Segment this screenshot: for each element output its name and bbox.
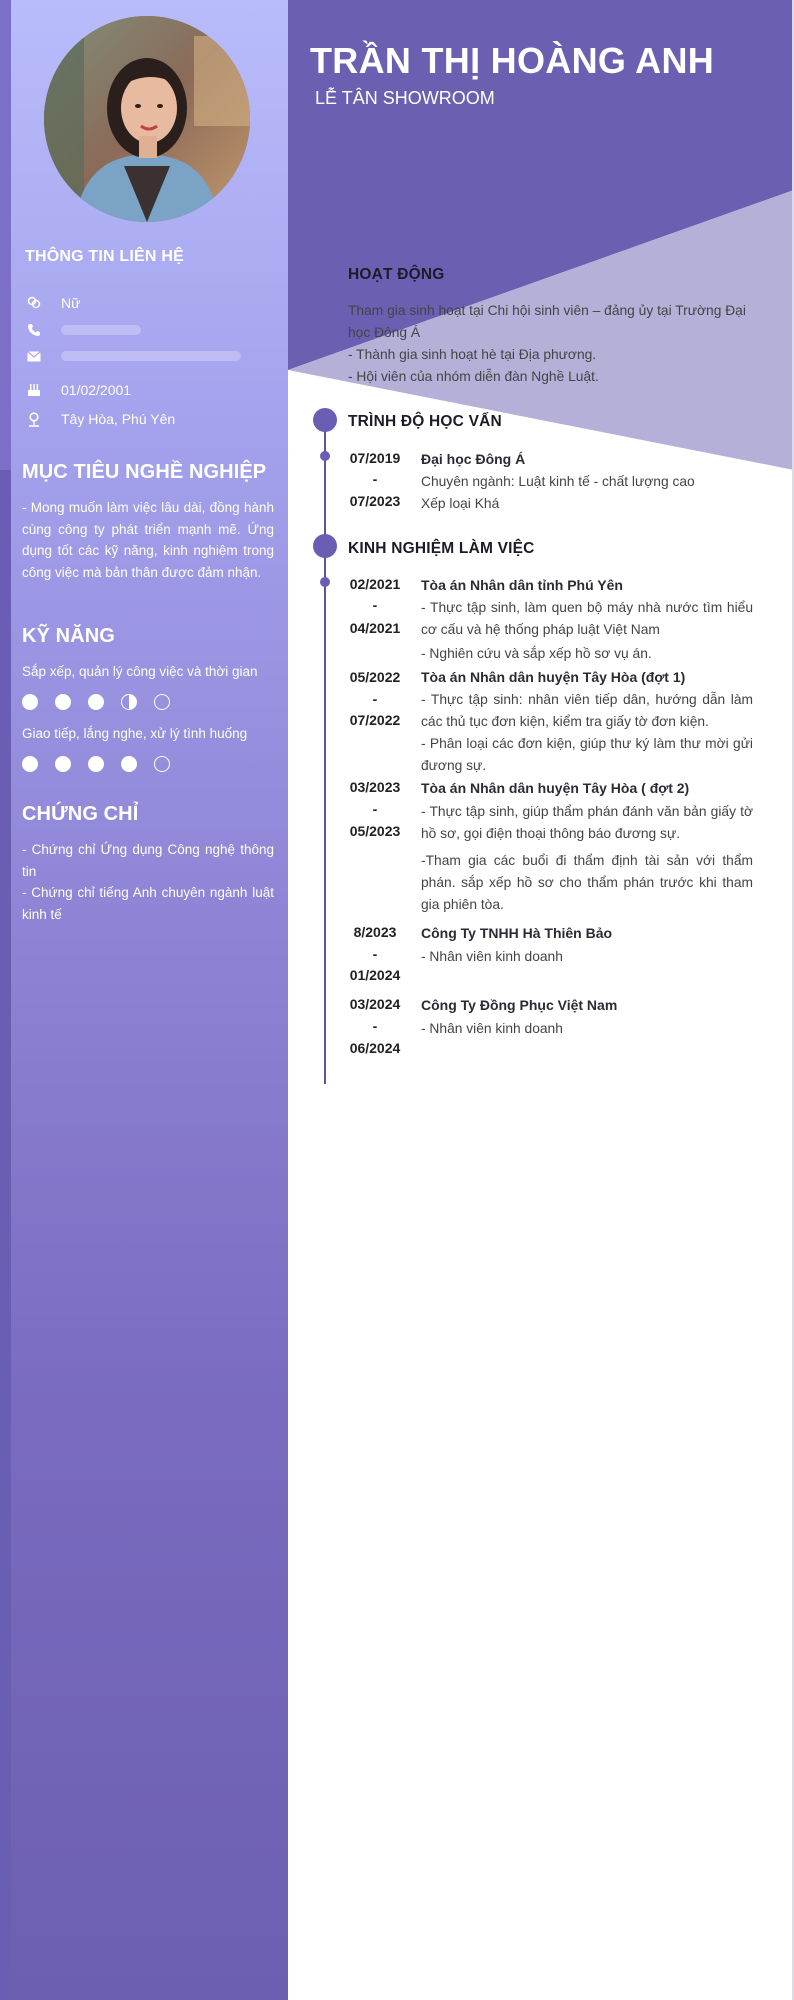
date-end: 06/2024 [349,1040,401,1056]
job-org: Tòa án Nhân dân huyện Tây Hòa ( đợt 2) [421,780,690,796]
avatar [44,16,250,222]
contact-email [25,346,241,366]
rating-dot-half [121,694,137,710]
job-detail: - Nghiên cứu và sắp xếp hồ sơ vụ án. [421,646,652,661]
rating-dot-empty [154,756,170,772]
date-separator: - [372,691,378,707]
sidebar [0,0,288,2000]
candidate-name: TRẦN THỊ HOÀNG ANH [310,40,715,81]
school-name: Đại học Đông Á [421,451,526,467]
address-value: Tây Hòa, Phú Yên [61,411,176,427]
certificate-item: - Chứng chỉ tiếng Anh chuyên ngành luật kinh tế [22,885,274,922]
avatar-photo [44,16,250,222]
timeline-line [324,420,326,1084]
date-end: 01/2024 [349,967,401,983]
job-org: Công Ty Đồng Phục Việt Nam [421,997,618,1013]
rating-dot-full [55,756,71,772]
job-org: Tòa án Nhân dân huyện Tây Hòa (đợt 1) [421,669,686,685]
date-start: 05/2022 [349,669,401,685]
sidebar-stripe-accent [0,0,11,470]
date-separator: - [372,801,378,817]
phone-redacted [61,325,141,335]
activity-line: - Thành gia sinh hoạt hè tại Địa phương. [348,347,597,362]
date-separator: - [372,597,378,613]
date-start: 03/2023 [349,779,401,795]
birthday-value: 01/02/2001 [61,382,132,398]
email-icon [25,347,43,365]
skill-rating [22,694,187,710]
date-start: 07/2019 [349,450,401,466]
date-start: 02/2021 [349,576,401,592]
date-start: 8/2023 [353,924,397,940]
contact-address [25,409,175,429]
rating-dot-full [55,694,71,710]
job-detail: - Thực tập sinh, giúp thẩm phán đánh văn bản giấy tờ hồ sơ, gọi điện thoại thông báo đương sự. [421,804,753,841]
gender-icon [25,294,43,312]
timeline-dot [320,451,330,461]
timeline-marker [313,408,337,432]
contact-gender [25,293,80,313]
job-detail: - Nhân viên kinh doanh [421,949,563,964]
date-end: 07/2022 [349,712,401,728]
rating-dot-full [121,756,137,772]
rating-dot-empty [154,694,170,710]
skill-label: Giao tiếp, lắng nghe, xử lý tình huống [22,726,248,741]
job-detail: - Nhân viên kinh doanh [421,1021,563,1036]
timeline-marker [313,534,337,558]
certificates-title: CHỨNG CHỈ [22,803,139,825]
date-separator: - [372,946,378,962]
timeline-dot [320,577,330,587]
certificate-item: - Chứng chỉ Ứng dụng Công nghệ thông tin [22,842,274,879]
date-separator: - [372,471,378,487]
job-detail: - Phân loại các đơn kiện, giúp thư ký làm thư mời gửi đương sự. [421,736,753,773]
rating-dot-full [22,756,38,772]
date-start: 03/2024 [349,996,401,1012]
activity-line: Tham gia sinh hoạt tại Chi hội sinh viên – đảng ủy tại Trường Đại học Đông Á [348,303,746,340]
date-end: 07/2023 [349,493,401,509]
skill-rating [22,756,187,772]
skill-label: Sắp xếp, quản lý công việc và thời gian [22,664,258,679]
gender-value: Nữ [61,295,81,311]
activity-line: - Hội viên của nhóm diễn đàn Nghề Luật. [348,369,599,384]
job-detail: - Thực tập sinh: nhân viên tiếp dân, hướng dẫn làm các thủ tục đơn kiện, kiểm tra giấy tờ đơn kiện. [421,692,753,729]
rating-dot-full [88,694,104,710]
candidate-role: LỄ TÂN SHOWROOM [315,88,495,108]
date-separator: - [372,1018,378,1034]
job-org: Tòa án Nhân dân tỉnh Phú Yên [421,577,623,593]
contact-title: THÔNG TIN LIÊN HỆ [25,248,184,265]
objective-text: - Mong muốn làm việc lâu dài, đồng hành cùng công ty phát triển mạnh mẽ. Ứng dụng tốt các kỹ năng, kinh nghiệm trong công việc mà bản thân được đảm nhận. [22,500,274,580]
date-end: 04/2021 [349,620,401,636]
activities-title: HOẠT ĐỘNG [348,266,445,283]
rating-dot-full [88,756,104,772]
contact-phone [25,320,141,340]
skills-title: KỸ NĂNG [22,625,115,647]
education-rank: Xếp loại Khá [421,496,500,511]
objective-title: MỤC TIÊU NGHỀ NGHIỆP [22,461,267,483]
job-org: Công Ty TNHH Hà Thiên Bảo [421,925,613,941]
date-end: 05/2023 [349,823,401,839]
phone-icon [25,321,43,339]
education-major: Chuyên ngành: Luật kinh tế - chất lượng cao [421,474,695,489]
education-title: TRÌNH ĐỘ HỌC VẤN [348,413,502,430]
job-detail: -Tham gia các buổi đi thẩm định tài sản với thẩm phán. sắp xếp hồ sơ cho thẩm phán trước khi tham gia phiên tòa. [421,853,753,912]
location-icon [25,410,43,428]
birthday-icon [25,381,43,399]
experience-title: KINH NGHIỆM LÀM VIỆC [348,540,535,557]
contact-birthday [25,380,131,400]
rating-dot-full [22,694,38,710]
job-detail: - Thực tập sinh, làm quen bộ máy nhà nước tìm hiểu cơ cấu và hệ thống pháp luật Việt Nam [421,600,753,637]
email-redacted [61,351,241,361]
